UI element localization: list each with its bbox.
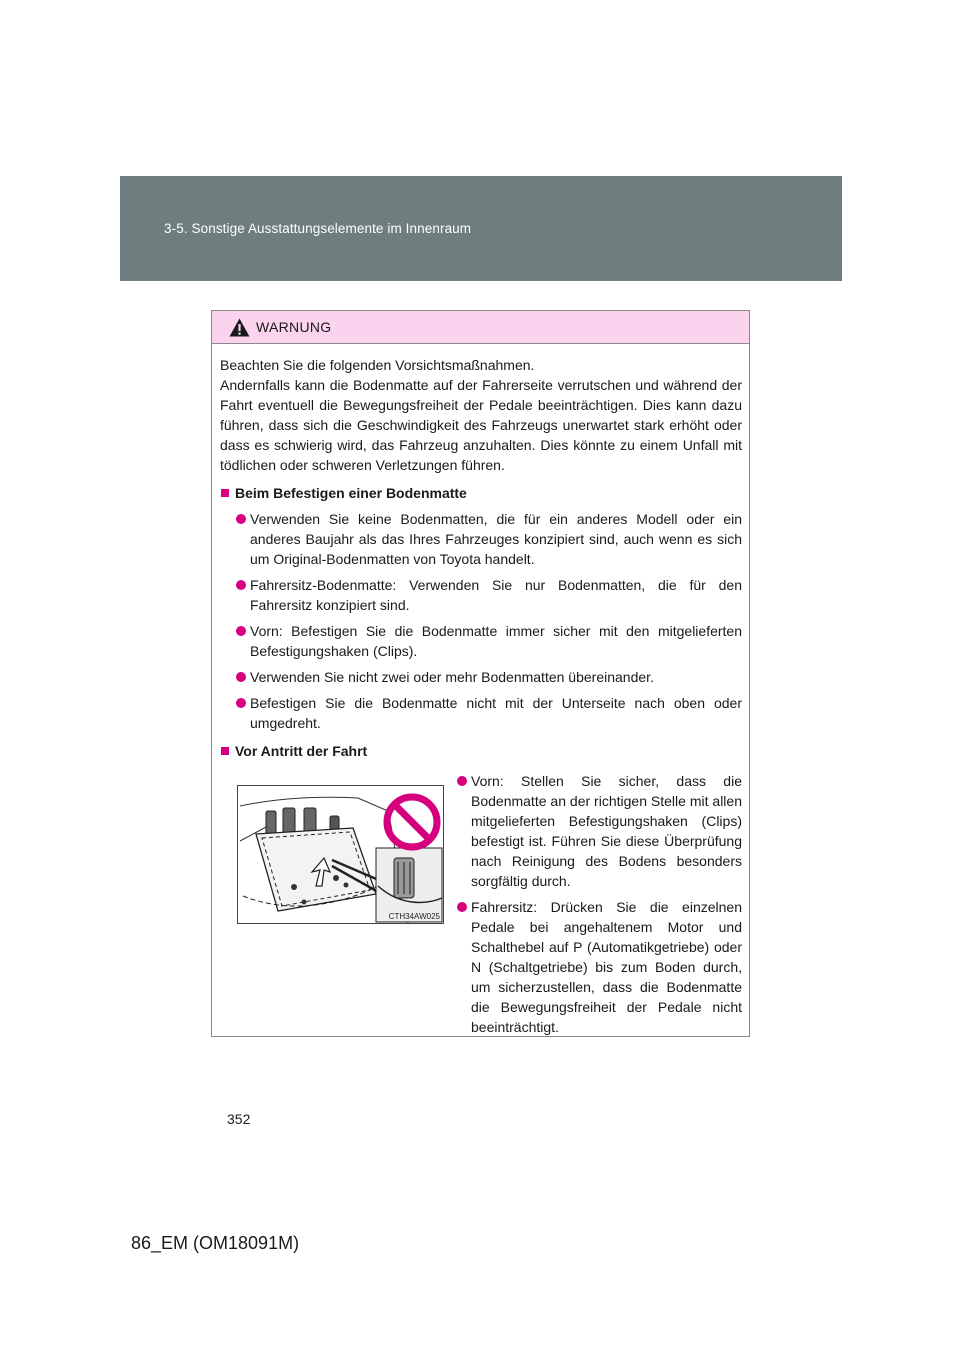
section-heading-fahrt	[220, 741, 742, 761]
bullet-dot-icon	[236, 698, 246, 708]
list-item	[236, 509, 742, 569]
warning-box	[211, 310, 750, 1037]
list-item	[236, 693, 742, 733]
list-item-text: Verwenden Sie keine Bodenmatten, die für ein anderes Modell oder ein anderes Baujahr als das Ihres Fahrzeuges konzipiert sind, auch wenn es sich um Original-Bodenmatten von Toyota handelt.	[250, 511, 742, 567]
warning-label: WARNUNG	[256, 319, 332, 335]
list-item-text: Vorn: Stellen Sie sicher, dass die Bodenmatte an der richtigen Stelle mit allen mitgelieferten Befestigungshaken (Clips) befestigt ist. Führen Sie diese Überprüfung nach Reinigung des Bodens besonders sorgfältig durch.	[471, 773, 742, 889]
warning-header	[212, 311, 749, 344]
list-item-text: Vorn: Befestigen Sie die Bodenmatte immer sicher mit den mitgelieferten Befestigungshaken (Clips).	[250, 623, 742, 659]
section-heading-text: Vor Antritt der Fahrt	[235, 743, 368, 759]
list-item	[236, 575, 742, 615]
list-item	[457, 771, 742, 891]
intro-line: Beachten Sie die folgenden Vorsichtsmaßnahmen.	[220, 357, 535, 373]
section-heading-befestigen	[220, 483, 742, 503]
list-item-text: Befestigen Sie die Bodenmatte nicht mit der Unterseite nach oben oder umgedreht.	[250, 695, 742, 731]
warning-triangle-icon	[229, 318, 250, 337]
list-item-text: Fahrersitz: Drücken Sie die einzelnen Pedale bei angehaltenem Motor und Schalthebel auf P (Automatikgetriebe) oder N (Schaltgetriebe) bis zum Boden durch, um sicherzustellen, dass die Bodenmatte die Bewegungsfreiheit der Pedale nicht beeinträchtigt.	[471, 899, 742, 1035]
bullet-dot-icon	[236, 580, 246, 590]
bullet-list-befestigen	[220, 509, 742, 733]
list-item-text: Fahrersitz-Bodenmatte: Verwenden Sie nur Bodenmatten, die für den Fahrersitz konzipiert sind.	[250, 577, 742, 613]
floor-mat-illustration	[237, 785, 444, 924]
list-item	[457, 897, 742, 1037]
section-title: 3-5. Sonstige Ausstattungselemente im Innenraum	[164, 221, 472, 236]
right-column	[457, 771, 742, 1037]
two-column-block	[220, 771, 742, 1037]
bullet-dot-icon	[457, 902, 467, 912]
warning-body	[212, 344, 749, 1037]
square-bullet-icon	[221, 747, 229, 755]
section-header-band	[120, 176, 842, 281]
bullet-dot-icon	[236, 514, 246, 524]
figure-code: CTH34AW025	[388, 912, 440, 921]
page-number: 352	[227, 1111, 251, 1127]
bullet-dot-icon	[236, 672, 246, 682]
list-item	[236, 667, 742, 687]
intro-paragraph: Andernfalls kann die Bodenmatte auf der Fahrerseite verrutschen und während der Fahrt eventuell die Bewegungsfreiheit der Pedale beeinträchtigen. Dies kann dazu führen, dass sich die Geschwindigkeit des Fahrzeugs unerwartet stark erhöht oder dass es schwierig wird, das Fahrzeug anzuhalten. Dies könnte zu einem Unfall mit tödlichen oder schweren Verletzungen führen.	[220, 377, 742, 473]
section-heading-text: Beim Befestigen einer Bodenmatte	[235, 485, 467, 501]
bullet-dot-icon	[457, 776, 467, 786]
list-item	[236, 621, 742, 661]
bullet-list-fahrt	[457, 771, 742, 1037]
document-code: 86_EM (OM18091M)	[131, 1233, 300, 1253]
floor-mat-drawing	[238, 786, 443, 923]
square-bullet-icon	[221, 489, 229, 497]
bullet-dot-icon	[236, 626, 246, 636]
list-item-text: Verwenden Sie nicht zwei oder mehr Bodenmatten übereinander.	[250, 669, 654, 685]
